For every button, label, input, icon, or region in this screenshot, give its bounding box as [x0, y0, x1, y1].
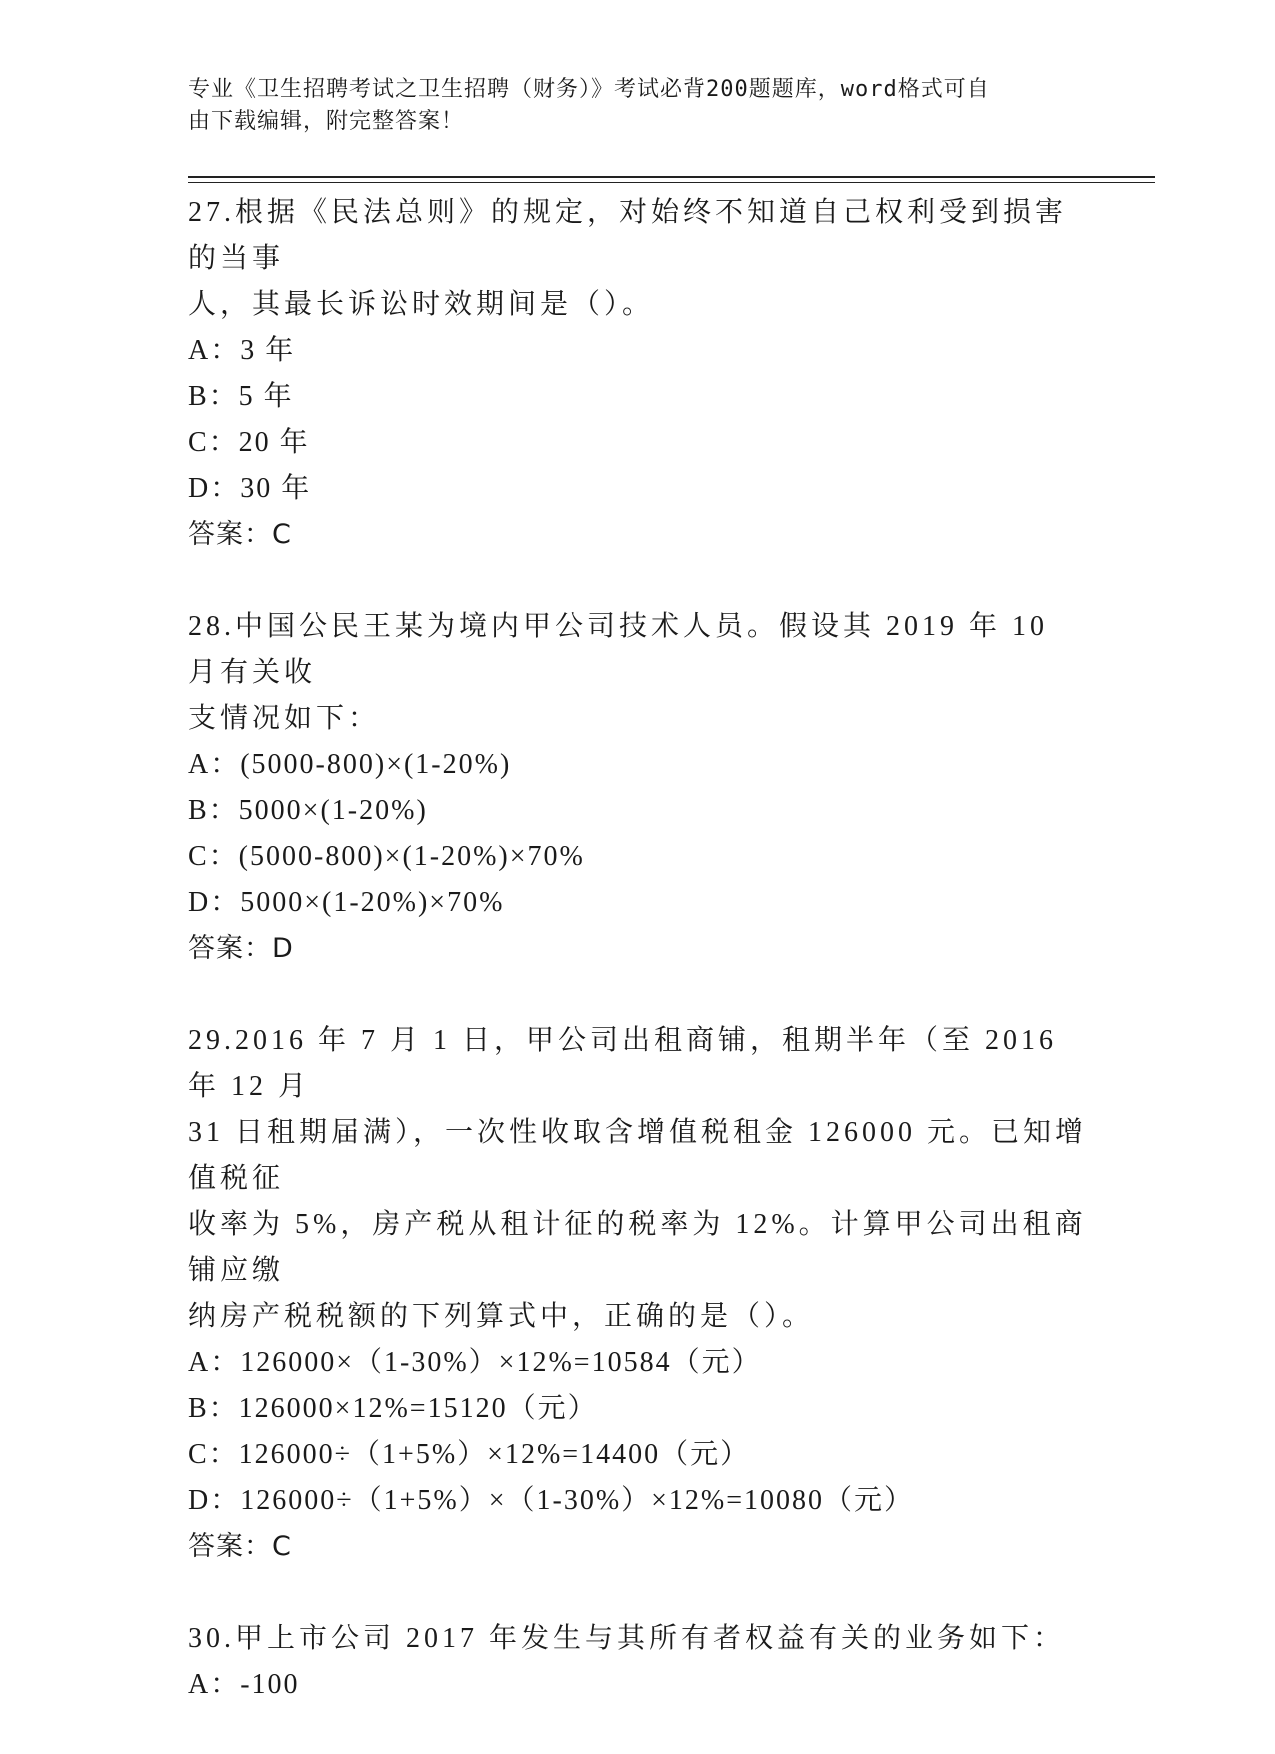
option-d: D：126000÷（1+5%）×（1-30%）×12%=10080（元）	[188, 1485, 915, 1516]
option-c: C：(5000-800)×(1-20%)×70%	[188, 841, 585, 872]
question-stem-line: 31 日租期届满），一次性收取含增值税租金 126000 元。已知增值税征	[188, 1117, 1088, 1194]
question-stem-line: 收率为 5%，房产税从租计征的税率为 12%。计算甲公司出租商铺应缴	[188, 1209, 1087, 1286]
question-stem-line: 人，其最长诉讼时效期间是（）。	[188, 289, 655, 320]
header-line-1: 专业《卫生招聘考试之卫生招聘（财务）》考试必背200题题库，word格式可自	[188, 77, 990, 102]
question-stem-line: 29.2016 年 7 月 1 日，甲公司出租商铺，租期半年（至 2016 年 12 月	[188, 1025, 1058, 1102]
option-a: A：-100	[188, 1669, 300, 1700]
option-b: B：126000×12%=15120（元）	[188, 1393, 598, 1424]
question-stem-line: 28.中国公民王某为境内甲公司技术人员。假设其 2019 年 10 月有关收	[188, 611, 1049, 688]
question-stem-line: 支情况如下：	[188, 703, 381, 734]
answer-line: 答案：D	[188, 933, 294, 964]
option-c: C：20 年	[188, 427, 310, 458]
option-a: A：3 年	[188, 335, 296, 366]
option-a: A：(5000-800)×(1-20%)	[188, 749, 512, 780]
option-a: A：126000×（1-30%）×12%=10584（元）	[188, 1347, 762, 1378]
option-c: C：126000÷（1+5%）×12%=14400（元）	[188, 1439, 751, 1470]
header-divider-thin	[188, 182, 1155, 183]
header-line-2: 由下载编辑，附完整答案！	[188, 109, 465, 134]
answer-line: 答案：C	[188, 1531, 292, 1562]
option-b: B：5 年	[188, 381, 294, 412]
question-stem-line: 27.根据《民法总则》的规定，对始终不知道自己权利受到损害的当事	[188, 197, 1068, 274]
question-30	[188, 1616, 1088, 1708]
document-header	[188, 74, 1088, 138]
question-stem-line: 30.甲上市公司 2017 年发生与其所有者权益有关的业务如下：	[188, 1623, 1066, 1654]
header-divider-thick	[188, 176, 1155, 178]
question-27	[188, 190, 1088, 558]
option-d: D：5000×(1-20%)×70%	[188, 887, 505, 918]
question-28	[188, 604, 1088, 972]
option-b: B：5000×(1-20%)	[188, 795, 428, 826]
answer-line: 答案：C	[188, 519, 292, 550]
question-29	[188, 1018, 1088, 1570]
question-stem-line: 纳房产税税额的下列算式中，正确的是（）。	[188, 1301, 815, 1332]
question-list	[188, 190, 1088, 1754]
option-d: D：30 年	[188, 473, 312, 504]
